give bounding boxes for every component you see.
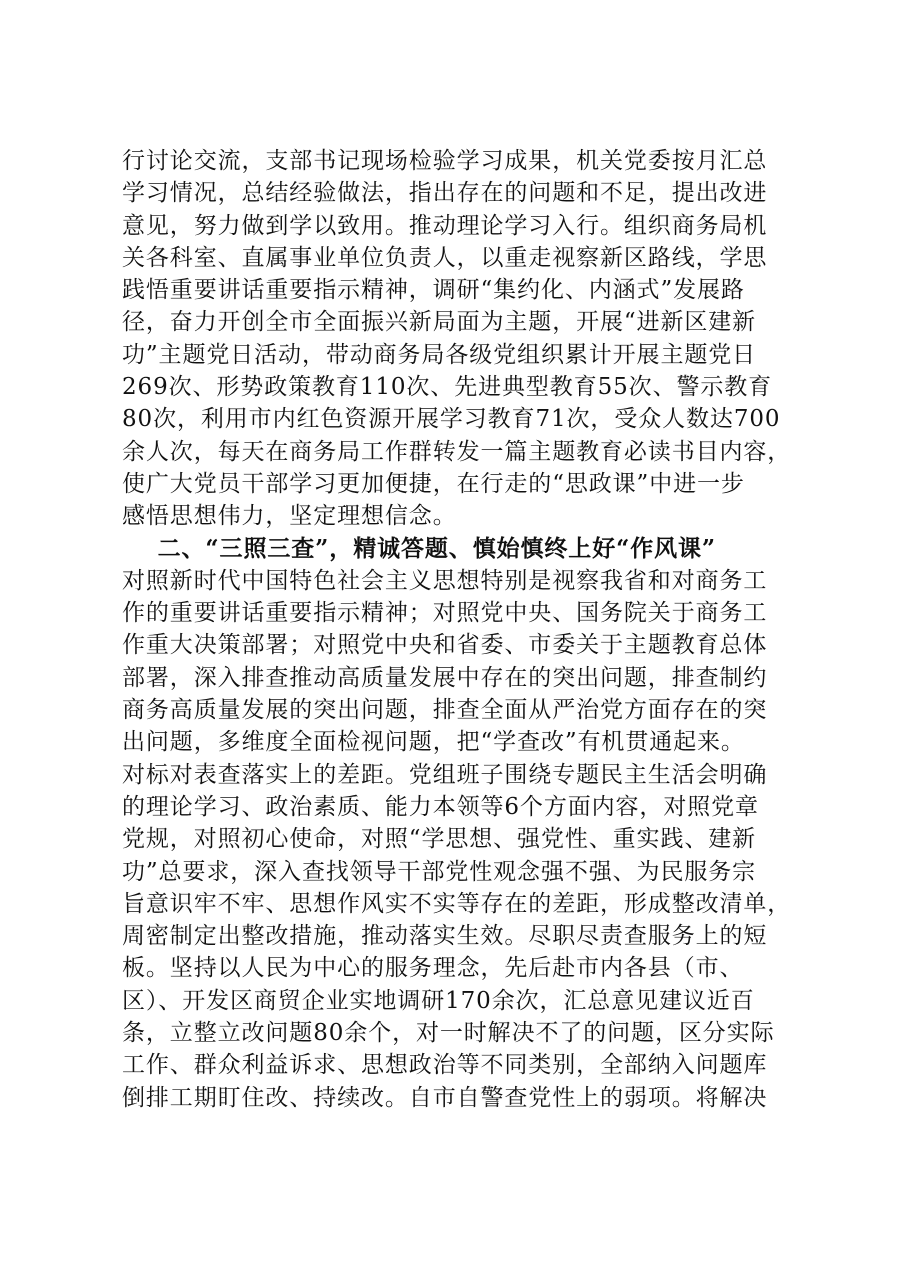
text-line: 践悟重要讲话重要指示精神，调研“集约化、内涵式”发展路	[122, 277, 745, 304]
text-line: 使广大党员干部学习更加便捷，在行走的“思政课”中进一步	[122, 470, 745, 497]
text-line: 对照新时代中国特色社会主义思想特别是视察我省和对商务工	[122, 567, 768, 594]
text-line: 功”主题党日活动，带动商务局各级党组织累计开展主题党日	[122, 341, 757, 368]
text-line: 旨意识牢不牢、思想作风实不实等存在的差距，形成整改清单，	[122, 890, 792, 917]
text-line: 269次、形势政策教育110次、先进典型教育55次、警示教育	[122, 374, 773, 401]
text-line: 感悟思想伟力，坚定理想信念。	[122, 503, 457, 530]
text-line: 党规，对照初心使命，对照“学思想、强党性、重实践、建新	[122, 826, 757, 853]
document-page	[122, 145, 802, 1114]
text-line: 径，奋力开创全市全面振兴新局面为主题，开展“进新区建新	[122, 309, 757, 336]
text-line: 条，立整立改问题80余个，对一时解决不了的问题，区分实际	[122, 1020, 775, 1047]
text-line: 板。坚持以人民为中心的服务理念，先后赴市内各县（市、	[122, 955, 744, 982]
text-line: 周密制定出整改措施，推动落实生效。尽职尽责查服务上的短	[122, 923, 768, 950]
text-line: 功”总要求，深入查找领导干部党性观念强不强、为民服务宗	[122, 858, 757, 885]
text-line: 意见，努力做到学以致用。推动理论学习入行。组织商务局机	[122, 212, 768, 239]
text-line: 作重大决策部署；对照党中央和省委、市委关于主题教育总体	[122, 632, 768, 659]
text-line: 关各科室、直属事业单位负责人，以重走视察新区路线，学思	[122, 244, 768, 271]
text-line: 作的重要讲话重要指示精神；对照党中央、国务院关于商务工	[122, 600, 768, 627]
text-line: 倒排工期盯住改、持续改。自市自警查党性上的弱项。将解决	[122, 1084, 768, 1111]
text-line: 对标对表查落实上的差距。党组班子围绕专题民主生活会明确	[122, 761, 768, 788]
text-line: 出问题，多维度全面检视问题，把“学查改”有机贯通起来。	[122, 729, 745, 756]
text-line: 商务高质量发展的突出问题，排查全面从严治党方面存在的突	[122, 697, 768, 724]
text-line: 行讨论交流，支部书记现场检验学习成果，机关党委按月汇总	[122, 148, 768, 174]
text-line: 余人次，每天在商务局工作群转发一篇主题教育必读书目内容，	[122, 438, 792, 465]
text-line: 区）、开发区商贸企业实地调研170余次，汇总意见建议近百	[122, 987, 755, 1014]
text-line: 80次，利用市内红色资源开展学习教育71次，受众人数达700	[122, 406, 781, 433]
section-heading: 二、“三照三查”，精诚答题、慎始慎终上好“作风课”	[122, 534, 717, 562]
text-line: 的理论学习、政治素质、能力本领等6个方面内容，对照党章	[122, 793, 759, 820]
text-line: 学习情况，总结经验做法，指出存在的问题和不足，提出改进	[122, 180, 768, 207]
text-line: 工作、群众利益诉求、思想政治等不同类别，全部纳入问题库	[122, 1052, 768, 1079]
text-line: 部署，深入排查推动高质量发展中存在的突出问题，排查制约	[122, 664, 768, 691]
